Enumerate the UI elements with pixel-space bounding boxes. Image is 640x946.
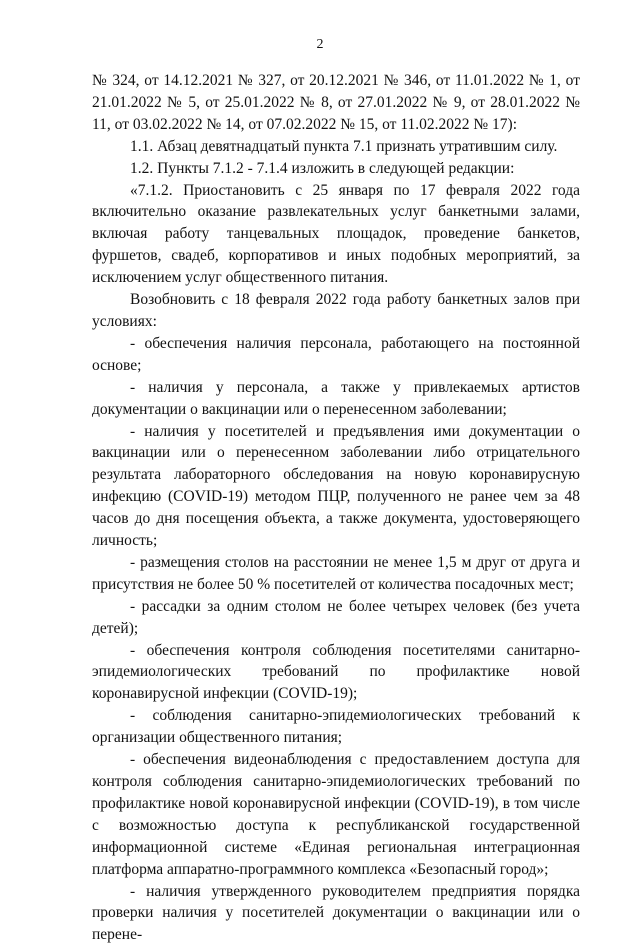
- paragraph-7-1-2: «7.1.2. Приостановить с 25 января по 17 февраля 2022 года включительно оказание развлекательных услуг банкетными залами, включая работу танцевальных площадок, проведение банкетов, фуршетов, свадеб, корпоративов и иных подобных мероприятий, за исключением услуг общественного питания.: [92, 181, 580, 287]
- paragraph-order-list-continuation: № 324, от 14.12.2021 № 327, от 20.12.2021 № 346, от 11.01.2022 № 1, от 21.01.2022 № 5, от 25.01.2022 № 8, от 27.01.2022 № 9, от 28.01.2022 № 11, от 03.02.2022 № 14, от 07.02.2022 № 15, от 11.02.2022 № 17):: [92, 72, 580, 133]
- list-item-table-spacing: - размещения столов на расстоянии не менее 1,5 м друг от друга и присутствия не более 50 % посетителей от количества посадочных мест;: [92, 553, 580, 593]
- paragraph-1-2: 1.2. Пункты 7.1.2 - 7.1.4 изложить в следующей редакции:: [130, 159, 515, 177]
- list-item-visitor-documentation: - наличия у посетителей и предъявления ими документации о вакцинации или о перенесенном заболевании либо отрицательного результата лабораторного обследования на новую коронавирусную инфекцию (COVID-19) методом ПЦР, полученного не ранее чем за 48 часов до дня посещения объекта, а также документа, удостоверяющего личность;: [92, 422, 580, 550]
- page-number: 2: [316, 37, 324, 52]
- list-item-verification-procedure: - наличия утвержденного руководителем предприятия порядка проверки наличия у посетителей документации о вакцинации или о перене-: [92, 882, 580, 944]
- list-item-staff-documentation: - наличия у персонала, а также у привлекаемых артистов документации о вакцинации или о перенесенном заболевании;: [92, 378, 580, 418]
- list-item-catering-requirements: - соблюдения санитарно-эпидемиологических требований к организации общественного питания;: [92, 707, 580, 747]
- list-item-visitor-compliance: - обеспечения контроля соблюдения посетителями санитарно-эпидемиологических требований по профилактике новой коронавирусной инфекции (COVID-19);: [92, 641, 580, 703]
- list-item-seating: - рассадки за одним столом не более четырех человек (без учета детей);: [92, 597, 580, 637]
- document-body: [92, 70, 580, 946]
- paragraph-resume-conditions: Возобновить с 18 февраля 2022 года работу банкетных залов при условиях:: [92, 291, 580, 330]
- list-item-video-surveillance: - обеспечения видеонаблюдения с предоставлением доступа для контроля соблюдения санитарно-эпидемиологических требований по профилактике новой коронавирусной инфекции (COVID-19), в том числе с возможностью доступа к республиканской государственной информационной системе «Единая региональная интеграционная платформа аппаратно-программного комплекса «Безопасный город»;: [92, 751, 580, 878]
- paragraph-1-1: 1.1. Абзац девятнадцатый пункта 7.1 признать утратившим силу.: [130, 137, 558, 155]
- list-item-staff: - обеспечения наличия персонала, работающего на постоянной основе;: [92, 334, 580, 374]
